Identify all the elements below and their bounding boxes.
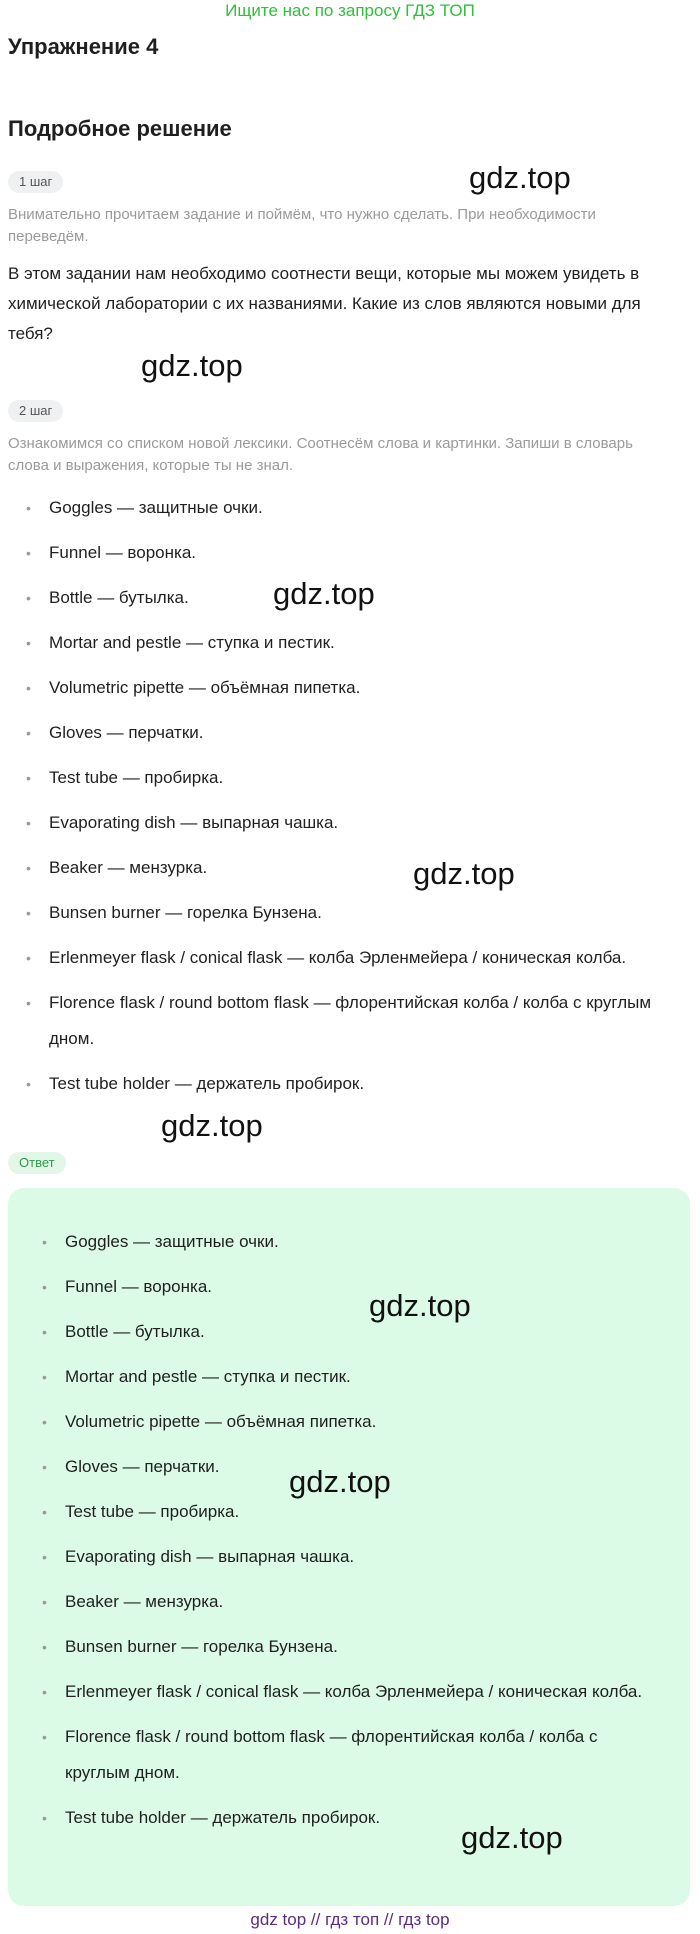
list-item: • Gloves — перчатки.: [24, 1449, 664, 1485]
page-title: Упражнение 4: [8, 34, 159, 59]
watermark: gdz.top: [469, 160, 571, 195]
step-2-hint: Ознакомимся со списком новой лексики. Соотнесём слова и картинки. Запиши в словарь слова и выражения, которые ты не знал.: [8, 435, 633, 474]
watermark: gdz.top: [161, 1108, 263, 1143]
list-item: • Evaporating dish — выпарная чашка.: [8, 805, 688, 841]
footer-links[interactable]: gdz top // гдз топ // гдз top: [250, 1910, 450, 1929]
list-item: • Bunsen burner — горелка Бунзена.: [24, 1629, 664, 1665]
list-item: • Erlenmeyer flask / conical flask — колба Эрленмейера / коническая колба.: [24, 1674, 664, 1710]
step-1-text: В этом задании нам необходимо соотнести вещи, которые мы можем увидеть в химической лаборатории с их названиями. Какие из слов являются новыми для тебя?: [8, 264, 641, 343]
answer-badge: Ответ: [8, 1152, 66, 1174]
step-2-badge: 2 шаг: [8, 400, 63, 422]
list-item: • Volumetric pipette — объёмная пипетка.: [24, 1404, 664, 1440]
answer-box: [8, 1188, 690, 1906]
list-item: • Erlenmeyer flask / conical flask — колба Эрленмейера / коническая колба.: [8, 940, 688, 976]
list-item: • Test tube holder — держатель пробирок.: [24, 1800, 664, 1836]
answer-list: [24, 1224, 664, 1845]
list-item: • Mortar and pestle — ступка и пестик.: [24, 1359, 664, 1395]
list-item: • Test tube — пробирка.: [24, 1494, 664, 1530]
list-item: • Bottle — бутылка.: [24, 1314, 664, 1350]
list-item: • Test tube — пробирка.: [8, 760, 688, 796]
search-banner: Ищите нас по запросу ГДЗ ТОП: [225, 1, 475, 20]
step-1-badge: 1 шаг: [8, 171, 63, 193]
list-item: • Mortar and pestle — ступка и пестик.: [8, 625, 688, 661]
list-item: • Volumetric pipette — объёмная пипетка.: [8, 670, 688, 706]
watermark: gdz.top: [141, 348, 243, 383]
section-title: Подробное решение: [8, 116, 232, 141]
list-item: • Bottle — бутылка.: [8, 580, 688, 616]
list-item: • Test tube holder — держатель пробирок.: [8, 1066, 688, 1102]
watermark: gdz.top: [273, 576, 375, 611]
list-item: • Florence flask / round bottom flask — флорентийская колба / колба с круглым дном.: [24, 1719, 664, 1791]
list-item: • Evaporating dish — выпарная чашка.: [24, 1539, 664, 1575]
list-item: • Gloves — перчатки.: [8, 715, 688, 751]
list-item: • Funnel — воронка.: [24, 1269, 664, 1305]
list-item: • Goggles — защитные очки.: [24, 1224, 664, 1260]
list-item: • Beaker — мензурка.: [8, 850, 688, 886]
list-item: • Florence flask / round bottom flask — флорентийская колба / колба с круглым дном.: [8, 985, 688, 1057]
watermark: gdz.top: [369, 1288, 471, 1323]
list-item: • Bunsen burner — горелка Бунзена.: [8, 895, 688, 931]
list-item: • Beaker — мензурка.: [24, 1584, 664, 1620]
list-item: • Funnel — воронка.: [8, 535, 688, 571]
watermark: gdz.top: [461, 1820, 563, 1855]
watermark: gdz.top: [413, 856, 515, 891]
list-item: • Goggles — защитные очки.: [8, 490, 688, 526]
watermark: gdz.top: [289, 1464, 391, 1499]
step-1-hint: Внимательно прочитаем задание и поймём, что нужно сделать. При необходимости переведём.: [8, 206, 596, 245]
